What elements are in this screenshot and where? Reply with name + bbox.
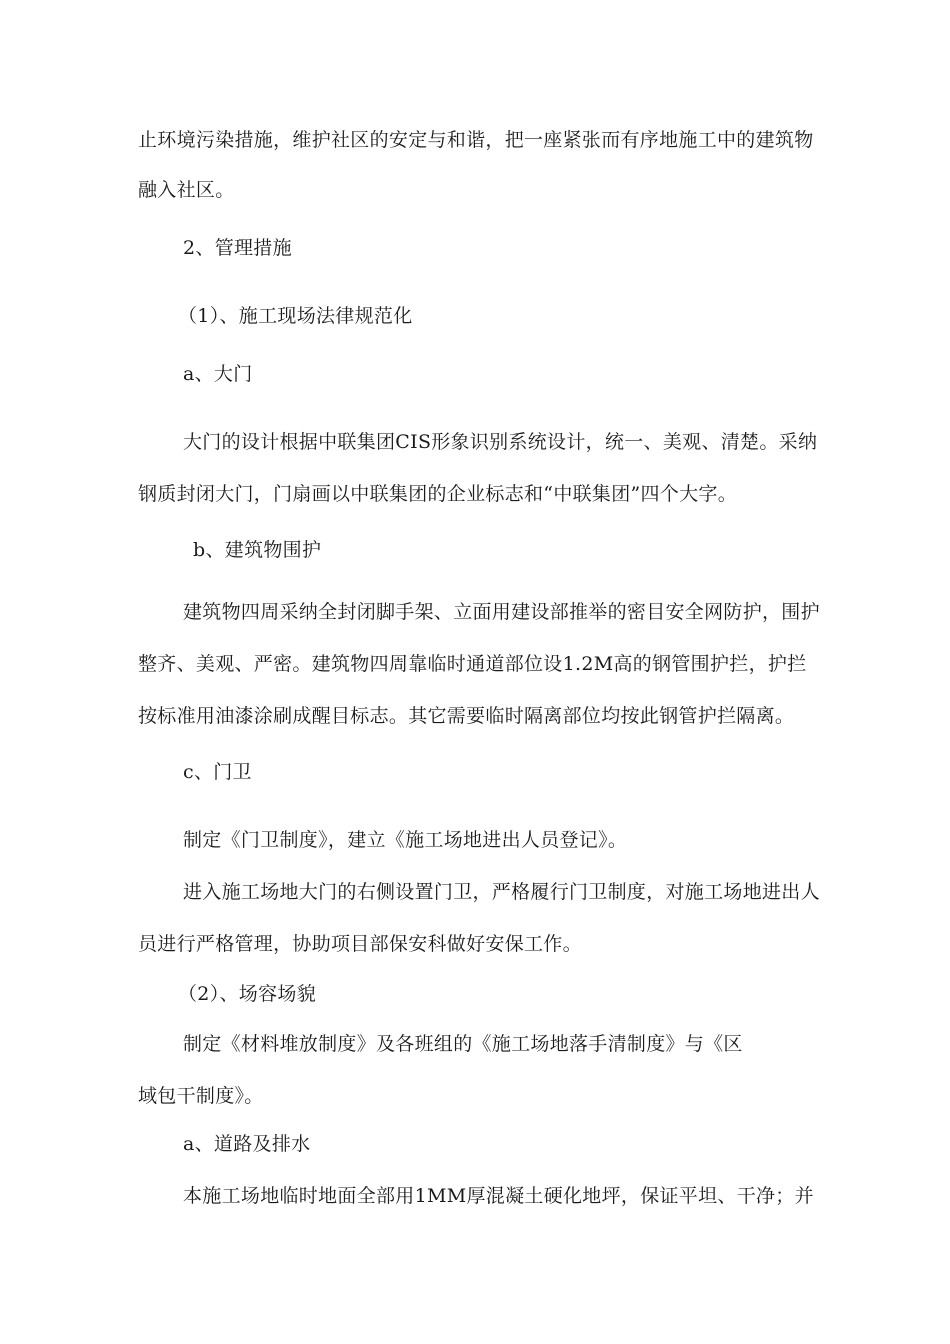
item-heading-roads: a、道路及排水	[183, 1133, 311, 1155]
subsection-heading-1: （1）、施工现场法律规范化	[178, 305, 413, 327]
paragraph-line-9: 进入施工场地大门的右侧设置门卫，严格履行门卫制度，对施工场地进出人	[183, 881, 820, 903]
paragraph-line-7: 按标准用油漆涂刷成醒目标志。其它需要临时隔离部位均按此钢管护拦隔离。	[138, 705, 795, 727]
paragraph-line-2: 融入社区。	[138, 179, 235, 201]
item-heading-guard: c、门卫	[183, 761, 252, 783]
section-heading-management: 2、管理措施	[183, 237, 292, 259]
paragraph-line-8: 制定《门卫制度》，建立《施工场地进出人员登记》。	[183, 829, 628, 851]
paragraph-line-10: 员进行严格管理，协助项目部保安科做好安保工作。	[138, 933, 582, 955]
paragraph-line-13: 本施工场地临时地面全部用1MM厚混凝土硬化地坪，保证平坦、干净；并	[183, 1185, 814, 1207]
paragraph-line-5: 建筑物四周采纳全封闭脚手架、立面用建设部推举的密目安全网防护，围护	[183, 601, 820, 623]
paragraph-line-11: 制定《材料堆放制度》及各班组的《施工场地落手清制度》与《区	[183, 1033, 743, 1055]
paragraph-line-1: 止环境污染措施，维护社区的安定与和谐，把一座紧张而有序地施工中的建筑物	[138, 129, 814, 151]
paragraph-line-12: 域包干制度》。	[138, 1085, 264, 1107]
paragraph-line-4: 钢质封闭大门，门扇画以中联集团的企业标志和“中联集团”四个大字。	[138, 483, 738, 505]
item-heading-gate: a、大门	[183, 363, 253, 385]
subsection-heading-2: （2）、场容场貌	[178, 983, 316, 1005]
paragraph-line-6: 整齐、美观、严密。建筑物四周靠临时通道部位设1.2M高的钢管围护拦，护拦	[138, 653, 807, 675]
item-heading-enclosure: b、建筑物围护	[193, 539, 322, 561]
paragraph-line-3: 大门的设计根据中联集团CIS形象识别系统设计，统一、美观、清楚。采纳	[183, 431, 818, 453]
